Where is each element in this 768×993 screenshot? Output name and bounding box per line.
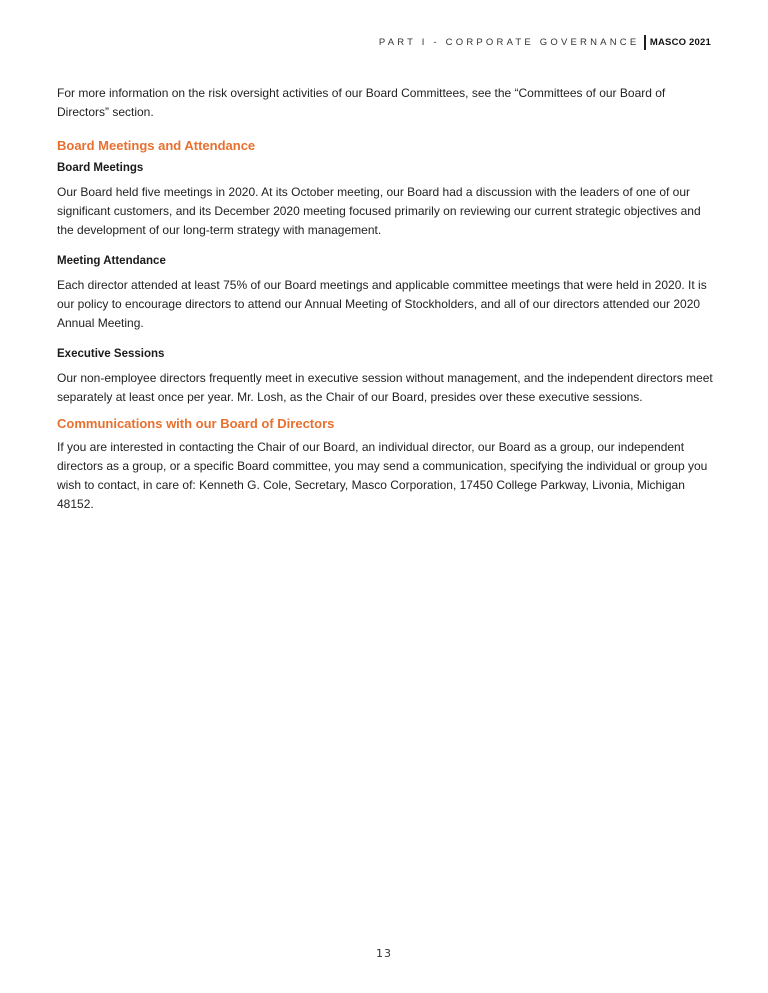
subheading-meeting-attendance: Meeting Attendance [57,255,166,267]
meeting-attendance-paragraph: Each director attended at least 75% of our Board meetings and applicable committee meetings that were held in 2020. It is our policy to encourage directors to attend our Annual Meeting of Stockholders, and all of our directors attended our 2020 Annual Meeting. [57,278,707,330]
subheading-executive-sessions: Executive Sessions [57,348,165,360]
header-section-title: PART I - CORPORATE GOVERNANCE [378,36,640,48]
subheading-board-meetings: Board Meetings [57,162,144,174]
page-header [379,34,711,50]
communications-paragraph: If you are interested in contacting the Chair of our Board, an individual director, our Board as a group, our independent directors as a group, or a specific Board committee, you may send a communication, specifying the individual or group you wish to contact, in care of: Kenneth G. Cole, Secretary, Masco Corporation, 17450 College Parkway, Livonia, Michigan 48152. [57,440,708,511]
page-number: 13 [376,947,392,960]
page-content [57,84,713,514]
header-divider [644,35,646,50]
board-meetings-paragraph: Our Board held five meetings in 2020. At its October meeting, our Board had a discussion with the leaders of one of our significant customers, and its December 2020 meeting focused primarily on reviewing our current strategic objectives and the development of our long-term strategy with management. [57,185,701,237]
intro-paragraph: For more information on the risk oversight activities of our Board Committees, see the “Committees of our Board of Directors” section. [57,86,666,119]
header-brand: MASCO 2021 [649,36,711,48]
section-heading-board-meetings-attendance: Board Meetings and Attendance [57,138,256,153]
executive-sessions-paragraph: Our non-employee directors frequently meet in executive session without management, and the independent directors meet separately at least once per year. Mr. Losh, as the Chair of our Board, presides over these executive sessions. [57,371,713,404]
section-heading-communications: Communications with our Board of Directors [57,416,335,431]
